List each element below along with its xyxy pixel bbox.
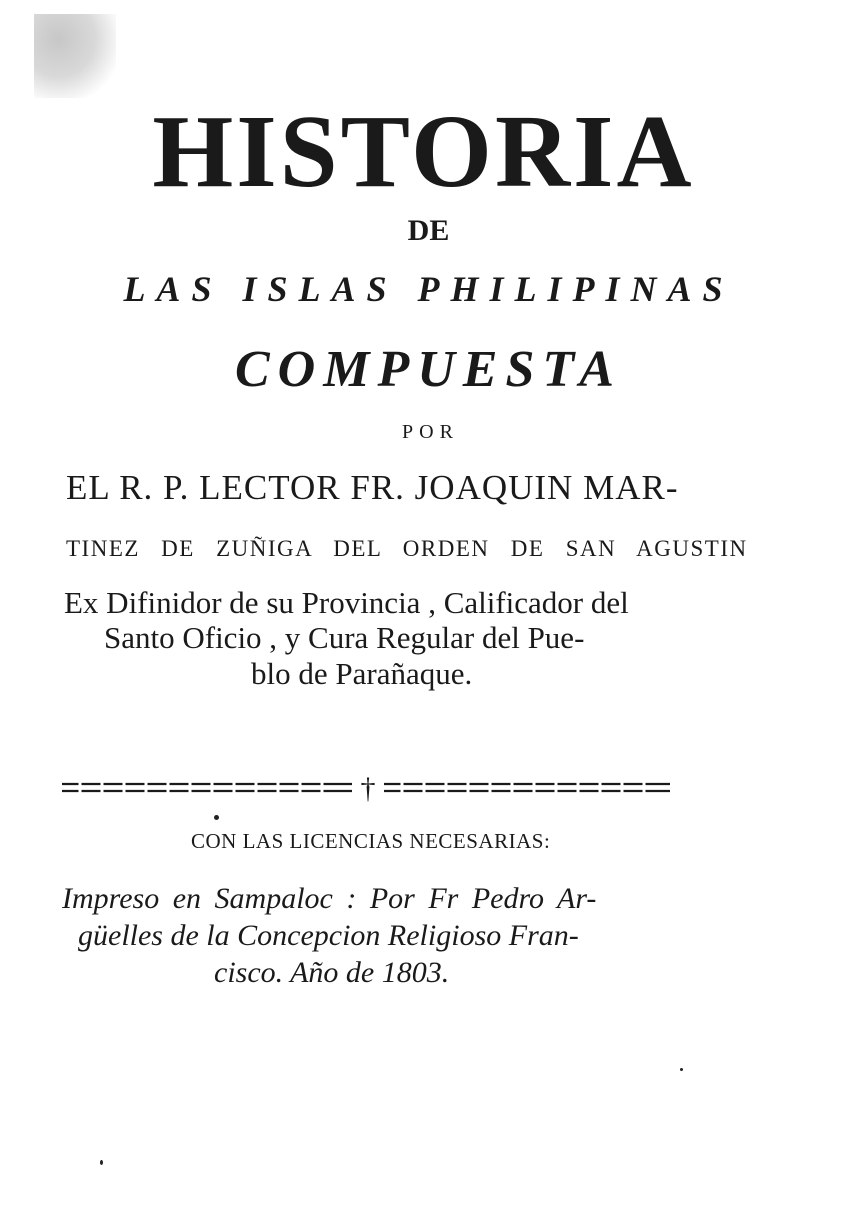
ornamental-divider: [62, 774, 670, 802]
imprint-line-3: cisco. Año de 1803.: [214, 956, 450, 989]
paper-stain: [34, 14, 116, 98]
ink-speck: [100, 1160, 103, 1165]
ink-speck: [214, 815, 219, 820]
dagger-ornament: †: [360, 774, 376, 802]
compuesta-heading: COMPUESTA: [235, 341, 622, 398]
por-label: POR: [402, 421, 459, 443]
author-description-line-3: blo de Parañaque.: [251, 656, 473, 691]
title-connector-de: DE: [407, 214, 450, 247]
author-description-line-2: Santo Oficio , y Cura Regular del Pue-: [104, 620, 585, 655]
author-description-line-1: Ex Difinidor de su Provincia , Calificador del: [64, 585, 629, 620]
author-line-2: TINEZ DE ZUÑIGA DEL ORDEN DE SAN AGUSTIN: [66, 536, 748, 561]
book-subtitle: LAS ISLAS PHILIPINAS: [123, 269, 734, 309]
ink-speck: [680, 1068, 683, 1071]
imprint-line-2: güelles de la Concepcion Religioso Fran-: [78, 919, 579, 952]
licenses-notice: CON LAS LICENCIAS NECESARIAS:: [191, 829, 551, 853]
author-line-1: EL R. P. LECTOR FR. JOAQUIN MAR-: [66, 468, 679, 507]
imprint-line-1: Impreso en Sampaloc : Por Fr Pedro Ar-: [62, 882, 597, 915]
book-title: HISTORIA: [152, 94, 695, 209]
